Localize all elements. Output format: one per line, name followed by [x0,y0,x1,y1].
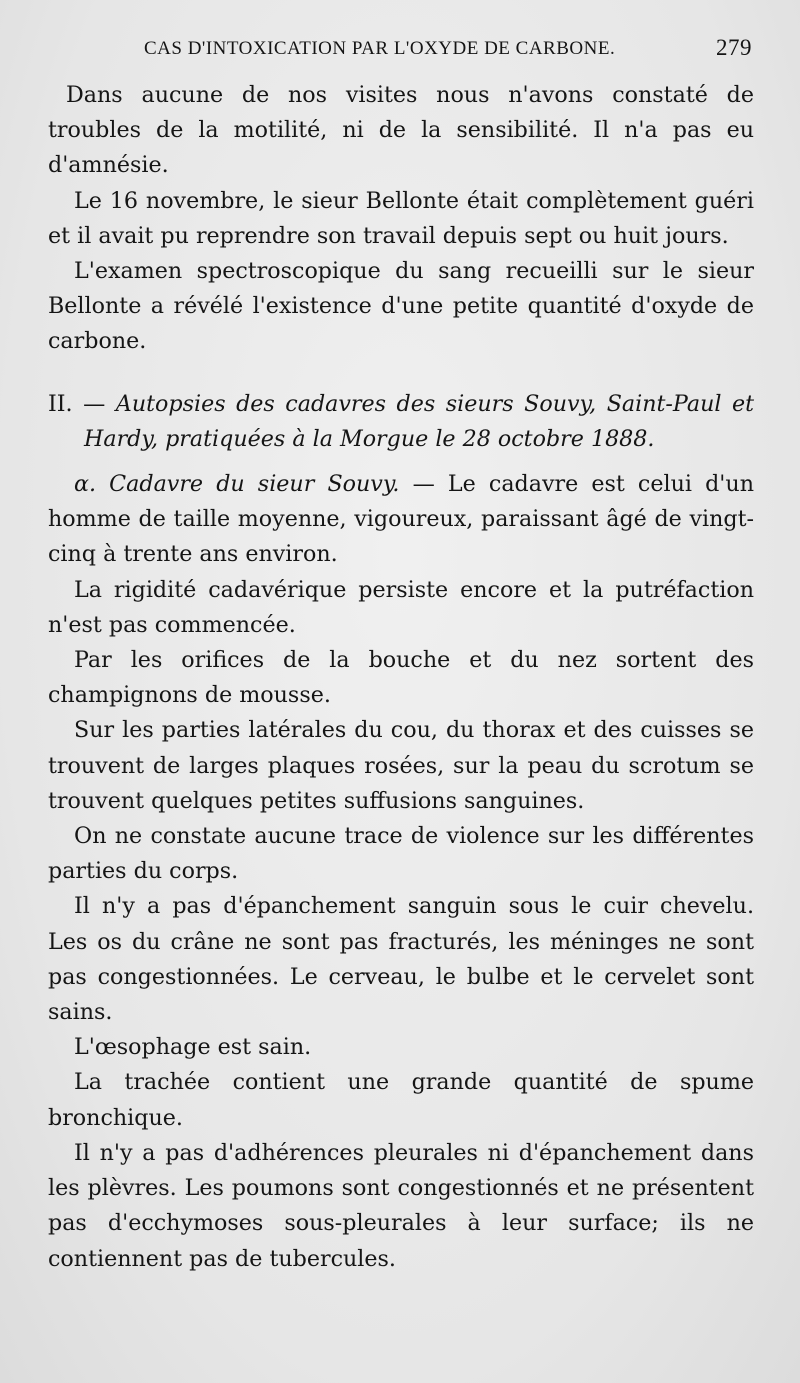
paragraph: Il n'y a pas d'adhérences pleurales ni d'épanchement dans les plèvres. Les poumons sont congestionnés et ne présentent pas d'ecchymoses sous-pleurales à leur surface; ils ne contiennent pas de tubercules. [48,1139,754,1272]
paragraph: Par les orifices de la bouche et du nez sortent des champignons de mousse. [48,647,754,709]
subsection-text: — Le cadavre est celui d'un homme de taille moyenne, vigoureux, paraissant âgé de vingt-cinq à trente ans environ. [48,471,754,568]
subsection-label: α. Cadavre du sieur Souvy. [74,471,400,498]
paragraph: L'œsophage est sain. [74,1034,312,1061]
section-number: II. — [48,390,106,417]
subsection-paragraph [48,467,754,573]
paragraph: Il n'y a pas d'épanchement sanguin sous le cuir chevelu. Les os du crâne ne sont pas fracturés, les méninges ne sont pas congestionnées. Le cerveau, le bulbe et le cervelet sont sains. [48,893,754,1026]
paragraph: Dans aucune de nos visites nous n'avons constaté de troubles de la motilité, ni de la sensibilité. Il n'a pas eu d'amnésie. [48,82,754,179]
section-heading [48,387,754,457]
page-header [144,35,752,68]
page-number: 279 [716,35,752,60]
paragraph: Le 16 novembre, le sieur Bellonte était complètement guéri et il avait pu reprendre son travail depuis sept ou huit jours. [48,187,754,249]
paragraph: Sur les parties latérales du cou, du thorax et des cuisses se trouvent de larges plaques rosées, sur la peau du scrotum se trouvent quelques petites suffusions sanguines. [48,717,754,814]
paragraph: L'examen spectroscopique du sang recueilli sur le sieur Bellonte a révélé l'existence d'une petite quantité d'oxyde de carbone. [48,258,754,355]
body-text [48,78,754,1277]
paragraph: La rigidité cadavérique persiste encore et la putréfaction n'est pas commencée. [48,576,754,638]
running-title: CAS D'INTOXICATION PAR L'OXYDE DE CARBONE. [144,38,616,59]
section-title: Autopsies des cadavres des sieurs Souvy, Saint-Paul et Hardy, pratiquées à la Morgue le 28 octobre 1888. [84,390,755,452]
paragraph: La trachée contient une grande quantité de spume bronchique. [48,1069,754,1131]
paragraph: On ne constate aucune trace de violence sur les différentes parties du corps. [48,823,754,885]
